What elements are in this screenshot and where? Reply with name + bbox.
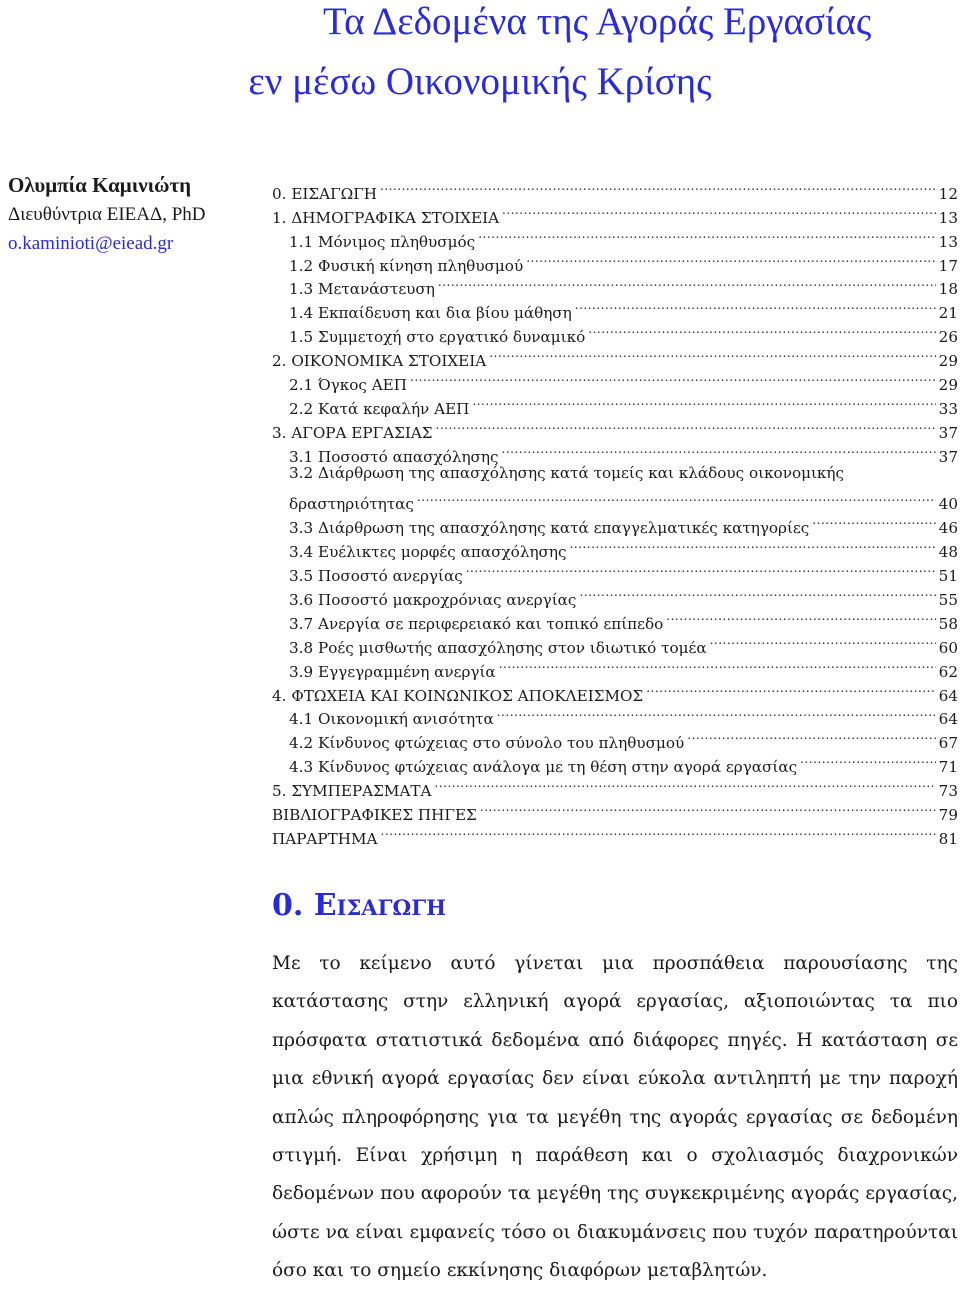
toc-entry-page: 13	[938, 208, 958, 227]
toc-entry-page: 62	[938, 662, 958, 681]
toc-leader-dots	[579, 581, 935, 605]
toc-entry-title: 2.1 Όγκος ΑΕΠ	[289, 376, 408, 395]
section-heading: 0. Εισαγωγη	[272, 888, 446, 923]
toc-entry-page: 17	[938, 256, 958, 275]
toc-leader-dots	[497, 701, 936, 725]
toc-entry-title: ΒΙΒΛΙΟΓΡΑΦΙΚΕΣ ΠΗΓΕΣ	[272, 806, 477, 825]
toc-entry-page: 55	[938, 591, 958, 610]
toc-entry-title: 4. ΦΤΩΧΕΙΑ ΚΑΙ ΚΟΙΝΩΝΙΚΟΣ ΑΠΟΚΛΕΙΣΜΟΣ	[272, 686, 644, 705]
toc-entry[interactable]	[272, 462, 958, 514]
toc-entry-title: 4.1 Οικονομική ανισότητα	[289, 710, 494, 729]
toc-entry-page: 37	[938, 423, 958, 442]
toc-entry-title: 3. ΑΓΟΡΑ ΕΡΓΑΣΙΑΣ	[272, 423, 433, 442]
toc-leader-dots	[499, 653, 936, 677]
toc-leader-dots	[502, 199, 936, 223]
toc-entry-title: 3.1 Ποσοστό απασχόλησης	[289, 447, 499, 466]
toc-leader-dots	[710, 629, 936, 653]
toc-leader-dots	[417, 486, 936, 510]
toc-entry-title: 1.3 Μετανάστευση	[289, 280, 435, 299]
toc-leader-dots	[381, 820, 936, 844]
toc-entry-page: 51	[938, 567, 958, 586]
toc-entry-page: 81	[938, 829, 958, 848]
toc-leader-dots	[472, 390, 935, 414]
toc-entry-title-line-1: 3.2 Διάρθρωση της απασχόλησης κατά τομείς και κλάδους οικονομικής	[289, 463, 845, 482]
toc-entry-title: 3.9 Εγγεγραμμένη ανεργία	[289, 662, 496, 681]
toc-entry[interactable]	[272, 175, 958, 203]
toc-leader-dots	[489, 342, 935, 366]
toc-entry-title: 3.4 Ευέλικτες μορφές απασχόλησης	[289, 543, 567, 562]
toc-leader-dots	[380, 175, 936, 199]
toc-leader-dots	[800, 748, 936, 772]
document-title-line-2: εν μέσω Οικονομικής Κρίσης	[248, 60, 712, 103]
toc-entry-title: 2. ΟΙΚΟΝΟΜΙΚΑ ΣΤΟΙΧΕΙΑ	[272, 352, 487, 371]
toc-entry-page: 58	[938, 614, 958, 633]
toc-entry-page: 71	[938, 758, 958, 777]
toc-entry-title: 3.5 Ποσοστό ανεργίας	[289, 567, 463, 586]
toc-entry-title: 1.1 Μόνιμος πληθυσμός	[289, 232, 476, 251]
toc-entry-page: 33	[938, 399, 958, 418]
toc-leader-dots	[436, 414, 936, 438]
toc-leader-dots	[466, 557, 936, 581]
toc-entry-page: 48	[938, 543, 958, 562]
toc-entry-title: 3.3 Διάρθρωση της απασχόλησης κατά επαγγελματικές κατηγορίες	[289, 519, 810, 538]
toc-leader-dots	[502, 438, 936, 462]
toc-entry-page: 37	[938, 447, 958, 466]
toc-entry-title: ΠΑΡΑΡΤΗΜΑ	[272, 829, 378, 848]
toc-entry-title: 3.8 Ροές μισθωτής απασχόλησης στον ιδιωτικό τομέα	[289, 638, 707, 657]
document-title-line-1: Τα Δεδομένα της Αγοράς Εργασίας	[323, 0, 872, 43]
toc-entry-page: 12	[938, 184, 958, 203]
toc-entry-page: 13	[938, 232, 958, 251]
toc-entry-page: 40	[938, 495, 958, 514]
toc-entry-title: 1.5 Συμμετοχή στο εργατικό δυναμικό	[289, 328, 586, 347]
toc-leader-dots	[438, 271, 936, 295]
toc-entry-page: 21	[938, 304, 958, 323]
toc-entry-page: 67	[938, 734, 958, 753]
toc-leader-dots	[666, 605, 935, 629]
toc-entry-page: 29	[938, 376, 958, 395]
toc-entry-page: 29	[938, 352, 958, 371]
toc-leader-dots	[588, 318, 935, 342]
toc-entry-page: 79	[938, 806, 958, 825]
toc-entry-title: δραστηριότητας	[289, 495, 414, 514]
toc-leader-dots	[575, 294, 936, 318]
toc-entry-page: 46	[938, 519, 958, 538]
author-role: Διευθύντρια ΕΙΕΑΔ, PhD	[8, 204, 206, 225]
toc-leader-dots	[687, 724, 935, 748]
toc-entry-title: 5. ΣΥΜΠΕΡΑΣΜΑΤΑ	[272, 782, 432, 801]
toc-entry-title: 0. ΕΙΣΑΓΩΓΗ	[272, 184, 378, 203]
toc-leader-dots	[410, 366, 936, 390]
toc-entry-page: 18	[938, 280, 958, 299]
toc-entry-title: 4.2 Κίνδυνος φτώχειας στο σύνολο του πληθυσμού	[289, 734, 685, 753]
toc-entry-title: 4.3 Κίνδυνος φτώχειας ανάλογα με τη θέση στην αγορά εργασίας	[289, 758, 798, 777]
toc-entry-title: 1.2 Φυσική κίνηση πληθυσμού	[289, 256, 524, 275]
author-email-link[interactable]: o.kaminioti@eiead.gr	[8, 233, 174, 254]
author-name: Ολυμπία Καμινιώτη	[8, 173, 192, 197]
toc-entry-title: 3.6 Ποσοστό μακροχρόνιας ανεργίας	[289, 591, 577, 610]
toc-leader-dots	[646, 677, 935, 701]
toc-entry-page: 60	[938, 638, 958, 657]
toc-entry-page: 26	[938, 328, 958, 347]
body-paragraph: Με το κείμενο αυτό γίνεται μια προσπάθεια παρουσίασης της κατάστασης στην ελληνική αγορά εργασίας, αξιοποιώντας τα πιο πρόσφατα στατιστικά δεδομένα από διάφορες πηγές. Η κατάσταση σε μια εθνική αγορά εργασίας δεν είναι εύκολα αντιληπτή με την παροχή απλώς πληροφόρησης για τα μεγέθη της αγοράς εργασίας σε δεδομένη στιγμή. Είναι χρήσιμη η παράθεση και ο σχολιασμός διαχρονικών δεδομένων που αφορούν τα μεγέθη της συγκεκριμένης αγοράς εργασίας, ώστε να είναι εμφανείς τόσο οι διακυμάνσεις που τυχόν παρατηρούνται όσο και το σημείο εκκίνησης διαφόρων μεταβλητών.	[272, 953, 958, 1282]
table-of-contents	[272, 175, 958, 848]
toc-entry-page: 64	[938, 710, 958, 729]
toc-leader-dots	[526, 247, 935, 271]
toc-entry-page: 73	[938, 782, 958, 801]
toc-entry-continuation	[289, 486, 958, 514]
toc-leader-dots	[570, 533, 936, 557]
toc-leader-dots	[812, 509, 935, 533]
toc-entry-page: 64	[938, 686, 958, 705]
toc-leader-dots	[478, 223, 935, 247]
toc-entry-title: 1. ΔΗΜΟΓΡΑΦΙΚΑ ΣΤΟΙΧΕΙΑ	[272, 208, 500, 227]
toc-leader-dots	[480, 796, 936, 820]
toc-leader-dots	[435, 772, 936, 796]
toc-entry-title: 2.2 Κατά κεφαλήν ΑΕΠ	[289, 399, 470, 418]
toc-entry-title: 3.7 Ανεργία σε περιφερειακό και τοπικό επίπεδο	[289, 614, 664, 633]
toc-entry-title: 1.4 Εκπαίδευση και δια βίου μάθηση	[289, 304, 572, 323]
author-block	[8, 170, 263, 258]
